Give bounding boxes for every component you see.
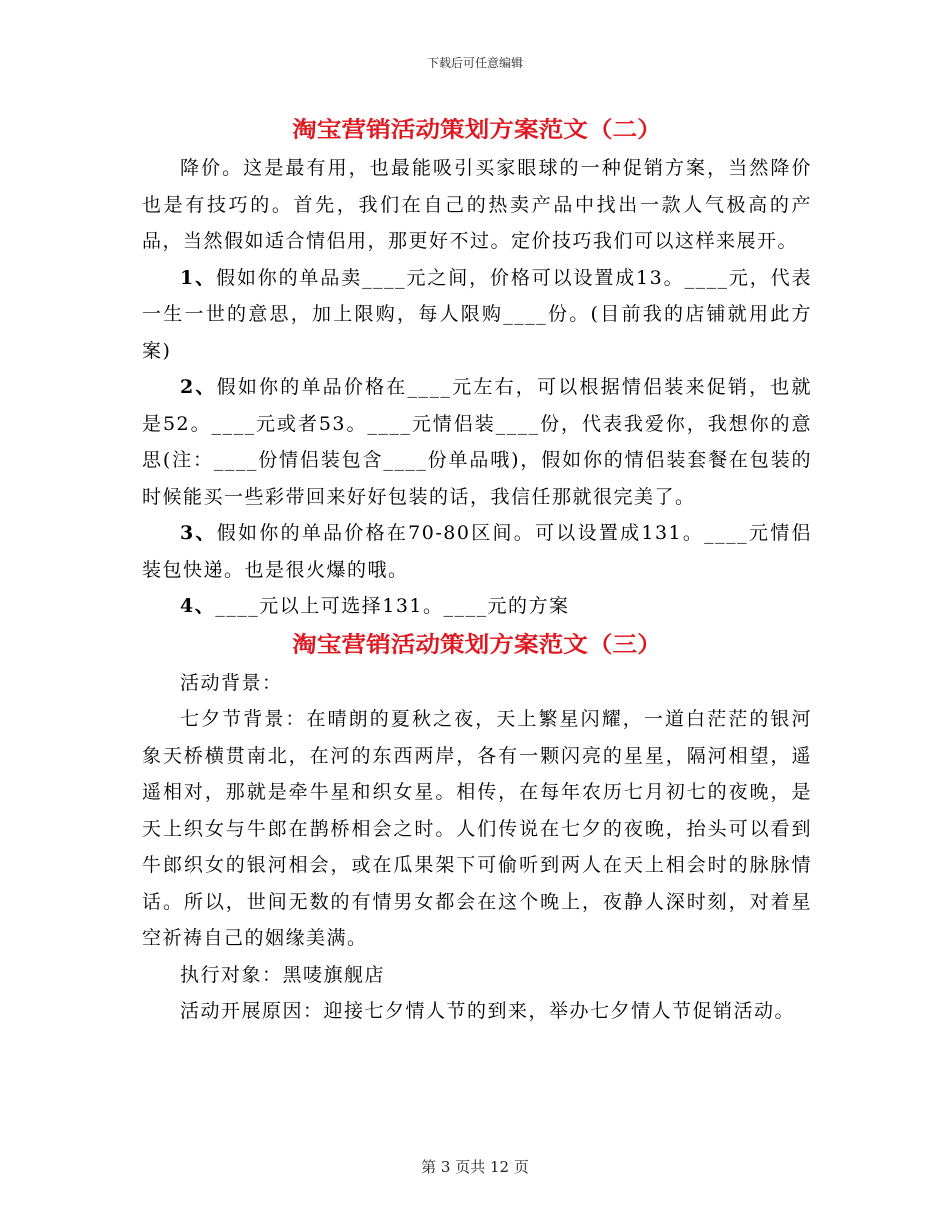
list-item — [142, 260, 812, 370]
list-item-text: 假如你的单品卖____元之间，价格可以设置成13。____元，代表一生一世的意思，加上限购，每人限购____份。(目前我的店铺就用此方案) — [142, 266, 812, 362]
paragraph — [142, 957, 812, 994]
list-item — [142, 369, 812, 515]
paragraph-text: 执行对象：黑唛旗舰店 — [180, 963, 386, 986]
paragraph — [142, 665, 812, 702]
list-item-text: ____元以上可选择131。____元的方案 — [215, 595, 570, 617]
paragraph-text: 降价。这是最有用，也最能吸引买家眼球的一种促销方案，当然降价也是有技巧的。首先，我们在自己的热卖产品中找出一款人气极高的产品，当然假如适合情侣用，那更好不过。定价技巧我们可以这样来展开。 — [142, 157, 812, 252]
list-number: 4、 — [180, 595, 216, 617]
list-item-text: 假如你的单品价格在70-80区间。可以设置成131。____元情侣装包快递。也是很火爆的哦。 — [142, 522, 812, 581]
section-title: 淘宝营销活动策划方案范文（三） — [292, 631, 662, 658]
paragraph — [142, 701, 812, 957]
paragraph-text: 七夕节背景：在晴朗的夏秋之夜，天上繁星闪耀，一道白茫茫的银河象天桥横贯南北，在河的东西两岸，各有一颗闪亮的星星，隔河相望，遥遥相对，那就是牵牛星和织女星。相传，在每年农历七月初七的夜晚，是天上织女与牛郎在鹊桥相会之时。人们传说在七夕的夜晚，抬头可以看到牛郎织女的银河相会，或在瓜果架下可偷听到两人在天上相会时的脉脉情话。所以，世间无数的有情男女都会在这个晚上，夜静人深时刻，对着星空祈祷自己的姻缘美满。 — [142, 708, 812, 949]
paragraph-text: 活动背景： — [180, 671, 283, 694]
list-number: 2、 — [180, 376, 217, 398]
section-title: 淘宝营销活动策划方案范文（二） — [292, 117, 662, 143]
list-item — [142, 588, 812, 625]
paragraph — [142, 993, 812, 1030]
paragraph-text: 活动开展原因：迎接七夕情人节的到来，举办七夕情人节促销活动。 — [180, 1000, 796, 1022]
page-header: 下载后可任意编辑 — [426, 56, 523, 70]
document-body — [142, 110, 812, 1030]
list-item — [142, 515, 812, 588]
list-number: 3、 — [180, 522, 217, 544]
list-number: 1、 — [180, 266, 216, 289]
list-item-text: 假如你的单品价格在____元左右，可以根据情侣装来促销，也就是52。____元或者53。____元情侣装____份，代表我爱你，我想你的意思(注：____份情侣装包含____份单品哦)，假如你的情侣装套餐在包装的时候能买一些彩带回来好好包装的话，我信任那就很完美了。 — [142, 376, 812, 508]
page-footer: 第 3 页共 12 页 — [421, 1158, 529, 1176]
paragraph — [142, 150, 812, 260]
